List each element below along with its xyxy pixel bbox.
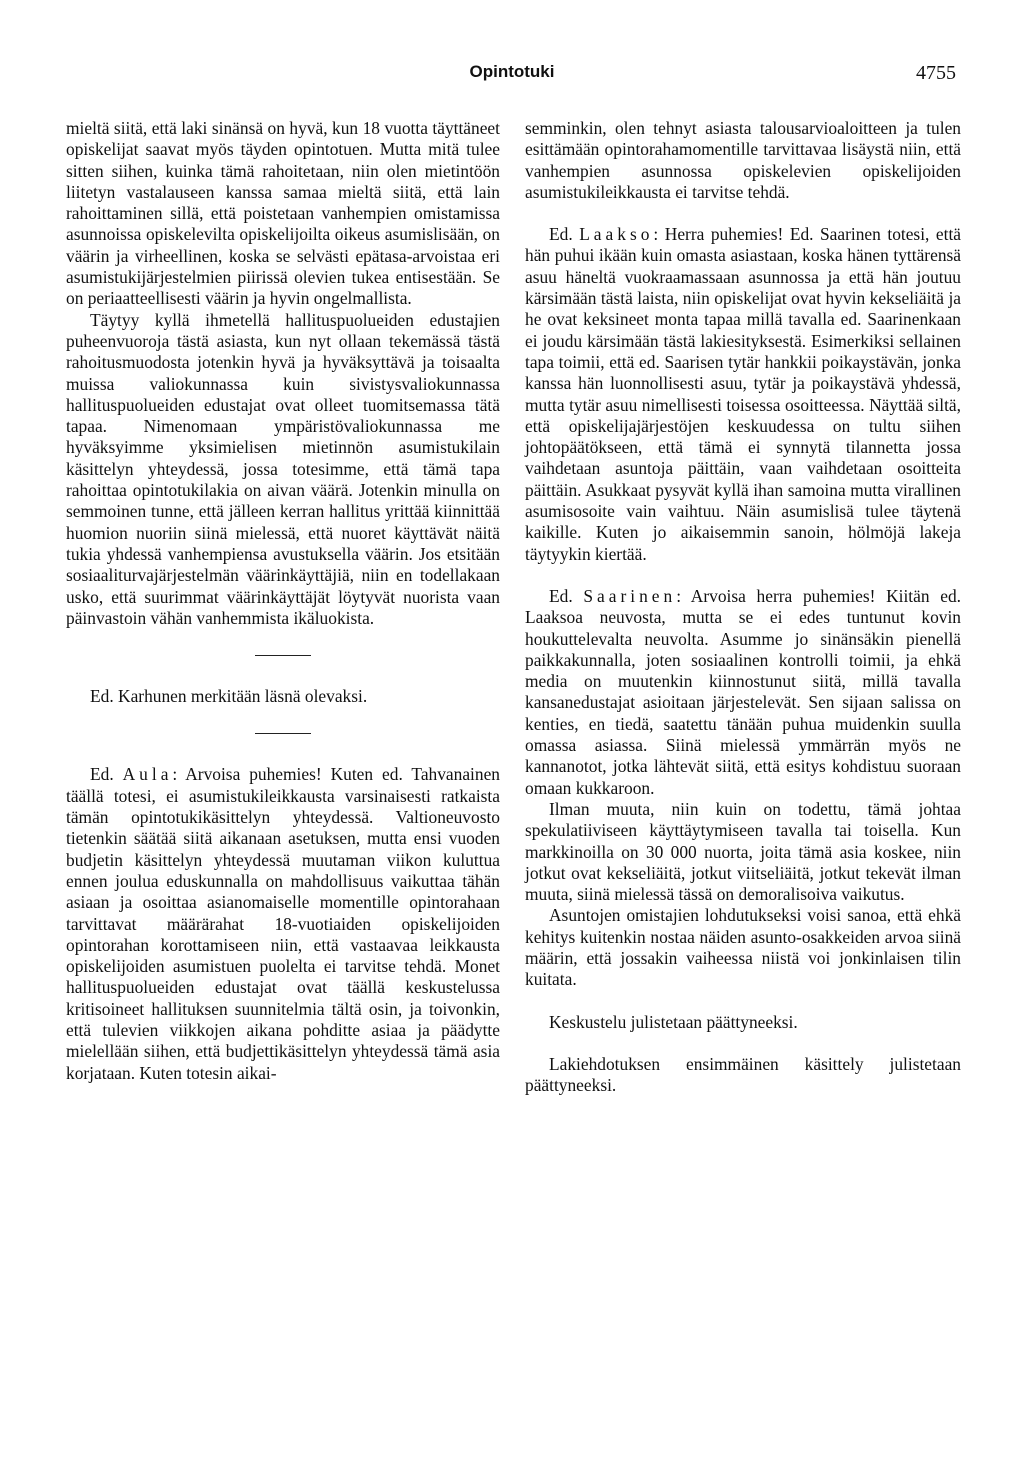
- speaker-name: Saarinen: [583, 585, 677, 606]
- left-column: [66, 118, 500, 1084]
- paragraph: Täytyy kyllä ihmetellä hallituspuolueiden edustajien puheenvuoroja tästä asiasta, kun nyt ollaan tekemässä tästä rahoitusmuodosta jotenkin hyvä ja hyväksyttävä ja toisaalta muissa valiokunnassa kuin sivistysvaliokunnassa hallituspuolueiden edustajat ovat olleet tuomitsemassa tätä tapaa. Nimenomaan ympäristövaliokunnassa me hyväksyimme yksimielisen mietinnön asumistukilain käsittelyn yhteydessä, jossa totesimme, että tämä tapa rahoittaa opintotukilakia on aivan väärä. Jotenkin minulla on semmoinen tunne, että jälleen kerran hallitus yrittää kiinnittää huomion nuoriin siinä mielessä, että nuoret käyttävät näitä tukia yhdessä vanhempiensa avustuksella väärin. Jos etsitään sosiaaliturvajärjestelmän väärinkäyttäjiä, niin en todellakaan usko, että suurimmat väärinkäyttäjät löytyvät nuorista vaan päinvastoin vähän vanhemmista ikäluokista.: [66, 309, 500, 628]
- page-number: 4755: [916, 62, 956, 84]
- right-column: [525, 118, 961, 1096]
- page-header-title: Opintotuki: [469, 62, 555, 81]
- section-divider: [255, 733, 311, 734]
- speech-text: : Arvoisa herra puhemies! Kiitän ed. Laaksoa neuvosta, mutta se ei edes tuntunut kovin houkuttelevalta neuvolta. Asumme jo sinänsäkin pienellä paikkakunnalla, joten sosiaalinen kontrolli toimii, ja ehkä media on muutenkin kiinnostunut siitä, millä tavalla kansanedustajat asioitaan järjestelevät. Sen sijaan salissa on kenties, en tiedä, saatettu tänään puhua muidenkin suulla omassa asiassa. Siinä mielessä ymmärrän myös ne kannanotot, jotka lähtevät siitä, että esitys kohdistuu suoraan omaan kukkaroon.: [525, 585, 962, 798]
- speech-text: : Arvoisa puhemies! Kuten ed. Tahvanainen täällä totesi, ei asumistukileikkausta varsinaisesti ratkaista tämän opintotukikäsittelyn yhteydessä. Valtioneuvosto tietenkin säätää siitä aikanaan asetuksen, mutta ensi vuoden budjetin käsittelyn yhteydessä muutaman viikon kuluttua ennen joulua eduskunnalla on mahdollisuus vaikuttaa tähän asiaan ja osoittaa asianomaiselle momentille opintorahaan tarvittavat määrärahat 18-vuotiaiden opiskelijoiden opintorahan korottamiseen niin, että vastaavaa leikkausta opiskelijoiden asumistuen puolelta ei tarvitse tehdä. Monet hallituspuolueiden edustajat ovat täällä keskustelussa kritisoineet hallituksen suunnitelmia tältä osin, ja toivonkin, että tulevien viikkojen aikana pohditte asiaa ja päädytte mielellään siihen, että budjettikäsittelyn yhteydessä tämä asia korjataan. Kuten totesin aikai-: [66, 764, 501, 1083]
- speaker-name: Laakso: [579, 224, 654, 245]
- paragraph: Ilman muuta, niin kuin on todettu, tämä johtaa spekulatiiviseen käyttäytymiseen tavalla tai toisella. Kun markkinoilla on 30 000 nuorta, joita tämä asia koskee, niin jotkut ovat kekseliäitä, jotkut viitseliäitä, jotkut tekevät ilman muuta, siinä mielessä tässä on demoralisoiva vaikutus.: [525, 798, 961, 905]
- speech-aula: [66, 764, 500, 1083]
- attendance-notice: Ed. Karhunen merkitään läsnä olevaksi.: [90, 686, 368, 707]
- speech-text: : Herra puhemies! Ed. Saarinen totesi, että hän puhui ikään kuin omasta asiastaan, koska hänen tyttärensä asuu häneltä vuokraamassaan asunnossa ja että hän joutuu kärsimään tästä laista, niin opiskelijat ovat hyvin kekseliäitä ja he ovat keksineet monta tapaa millä tavalla ed. Saarinenkaan ei joudu kärsimään tästä lakiesityksestä. Esimerkiksi sellainen tapa toimii, että ed. Saarisen tytär hankkii poikaystävän, jonka kanssa hän luonnollisesti asuu, tytär ja poikaystävä yhdessä, mutta tytär asuu nimellisesti toisessa osoitteessa. Näyttää siltä, että opiskelijajärjestöjen keskuudessa on tultu siihen johtopäätökseen, että tämä ei synnytä tilannetta jossa vaihdetaan asuntoja päittäin, vaan vaihdetaan osoitteita päittäin. Asukkaat pysyvät kyllä ihan samoina mutta virallinen asumisosoite vain vaihtuu. Näin asumislisä tulee täytenä kaikille. Kuten jo aikaisemmin sanoin, hölmöjä lakeja täytyykin kiertää.: [525, 224, 961, 564]
- paragraph: mieltä siitä, että laki sinänsä on hyvä, kun 18 vuotta täyttäneet opiskelijat saavat myös täyden opintotuen. Mutta mitä tulee sitten siihen, kuinka tämä rahoitetaan, niin olen mietintöön liitetyn vastalauseen kanssa samaa mieltä siitä, että lain rahoittaminen sillä, että poistetaan vanhempien omistamissa asunnoissa opiskelevilta opiskelijoilta oikeus asumislisään, on väärin ja virheellinen, koska se selvästi epätasa-arvoistaa eri asumistukijärjestelmien piirissä olevien tukea entisestään. Se on periaatteellisesti väärin ja hyvin ongelmallista.: [66, 118, 500, 309]
- speaker-name: Aula: [122, 764, 173, 785]
- speech-saarinen: [525, 586, 961, 799]
- speaker-prefix: Ed.: [90, 764, 123, 785]
- speech-laakso: [525, 224, 961, 565]
- paragraph: semminkin, olen tehnyt asiasta talousarvioaloitteen ja tulen esittämään opintorahamomentille tarvittavaa lisäystä niin, että vanhempien asunnossa opiskelevien opiskelijoiden asumistukileikkausta ei tarvitse tehdä.: [525, 118, 961, 202]
- section-divider: [255, 655, 311, 656]
- speaker-prefix: Ed.: [549, 585, 584, 606]
- debate-closed-notice: Keskustelu julistetaan päättyneeksi.: [549, 1011, 798, 1032]
- paragraph: Asuntojen omistajien lohdutukseksi voisi sanoa, että ehkä kehitys kuitenkin nostaa näiden asunto-osakkeiden arvoa siinä määrin, että jossakin vaiheessa niistä voi jonkinlaisen tilin kuitata.: [525, 905, 961, 990]
- first-reading-closed-notice: Lakiehdotuksen ensimmäinen käsittely julistetaan päättyneeksi.: [525, 1053, 961, 1096]
- speaker-prefix: Ed.: [549, 224, 580, 245]
